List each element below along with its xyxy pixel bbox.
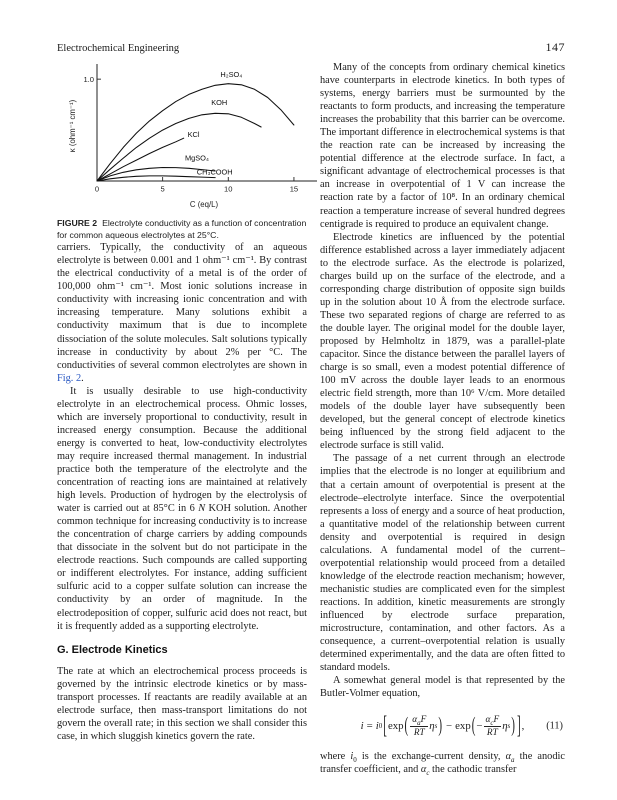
page-header: [57, 40, 565, 55]
overpotential-symbol: η: [502, 720, 508, 733]
running-title: Electrochemical Engineering: [57, 43, 180, 54]
fraction-cathodic: $\frac{\alpha_cF}{RT}$: [485, 714, 500, 738]
paragraph: [57, 385, 307, 633]
left-paren: (: [471, 714, 476, 738]
right-column: [320, 61, 565, 776]
fraction-anodic: $\frac{\alpha_aF}{RT}$: [412, 714, 427, 738]
exp-function: exp: [455, 720, 471, 733]
paragraph-text: KOH solution. Another common technique for increasing conductivity is to increase the concentration of charge carriers by adding compounds that dissociate in the solvent but do not participate in the electrode reactions. Such compounds are called supporting or indifferent electrolytes. For instance, adding sufficient sulfuric acid to a copper sulfate solution can increase the conductivity by an order of magnitude. In the electrodeposition of copper, sulfuric acid does not react, but it is frequently added as a supporting electrolyte.: [57, 503, 307, 632]
paragraph: [57, 241, 307, 385]
svg-text:C (eq/L): C (eq/L): [189, 200, 219, 209]
svg-text:KCl: KCl: [187, 130, 200, 140]
fig-2-link[interactable]: Fig. 2: [57, 372, 82, 384]
minus-sign: −: [446, 720, 453, 733]
paragraph: Electrode kinetics are influenced by the potential difference established across a layer immediately adjacent to the electrode surface. As the electrode is polarized, charges build up on the surface of the electrode, and a corresponding charge distribution of opposite sign builds up in the solution about 10 Å from the electrode surface. These two separated regions of charge are referred to as the double layer. The original model for the double layer, proposed by Helmholtz in 1879, was a parallel-plate capacitor. Since the distance between the parallel layers of charge is so small, even a modest potential difference of 100 mV across the double layer leads to an enormous electric field strength, more than 10⁶ V/cm. More detailed models of the double layer have subsequently been developed, but the general concept of electrode kinetics being influenced by the strong field adjacent to the electrode surface is still valid.: [320, 231, 565, 452]
exchange-current-symbol: i: [375, 720, 379, 733]
paragraph: Many of the concepts from ordinary chemical kinetics have counterparts in electrode kinetics. In both types of systems, energy barriers must be surmounted by the reactants to form products, and increasing the temperature increases the probability that this barrier can be overcome. The important difference in electrochemical systems is that the reaction rate can be increased by increasing the potential difference at the electrode surface. In fact, a significant advantage of electrochemical processes is that an increase in overpotential of 1 V can increase the reaction rate by a factor of 10⁸. In an ordinary chemical reaction a temperature increase of several hundred degrees centigrade is required to produce an equivalent change.: [320, 62, 565, 230]
equation-body: i = i 0 [ exp ( $\frac{\alpha_aF}{RT}$ η s ) − exp ( − $\frac{\alpha_cF}{RT}$ η s ) ] ,: [360, 712, 525, 741]
negative-sign: −: [476, 720, 483, 733]
left-column: [57, 61, 307, 776]
equation-number: (11): [546, 720, 563, 732]
svg-text:0: 0: [94, 184, 100, 194]
svg-text:15: 15: [289, 184, 299, 194]
paragraph-text: .: [81, 372, 84, 384]
exp-function: exp: [387, 720, 404, 733]
svg-text:5: 5: [160, 184, 165, 194]
page-number: 147: [545, 40, 565, 54]
overpotential-symbol: η: [429, 720, 435, 733]
svg-text:κ (ohm⁻¹ cm⁻¹): κ (ohm⁻¹ cm⁻¹): [68, 99, 77, 153]
normality-symbol: N: [198, 503, 206, 515]
paragraph: where $i_0$ is the exchange-current density, $\alpha_a$ the anodic transfer coefficient, and $\alpha_c$ the cathodic transfer: [320, 751, 565, 778]
svg-text:1.0: 1.0: [83, 74, 94, 84]
svg-text:H₂SO₄: H₂SO₄: [220, 70, 243, 80]
butler-volmer-equation: [320, 709, 565, 743]
svg-text:10: 10: [224, 184, 233, 194]
section-heading-electrode-kinetics: G. Electrode Kinetics: [57, 643, 168, 656]
equals-sign: =: [366, 720, 373, 733]
paragraph-text: carriers. Typically, the conductivity of an aqueous electrolyte is between 0.001 and 1 ohm⁻¹ cm⁻¹. By contrast the electrical conductivity of a metal is of the order of 100,000 ohm⁻¹ cm⁻¹. Most ionic solutions increase in conductivity with increasing ionic concentration and with increasing temperature. Many solutions exhibit a conductivity maximum that is due to incomplete dissociation of the solute molecules. Salt solutions typically increase in conductivity by about 2% per °C. The conductivities of several common electrolytes are shown in: [57, 242, 307, 371]
right-paren: ): [438, 714, 443, 738]
paragraph: A somewhat general model is that represented by the Butler-Volmer equation,: [320, 675, 565, 700]
current-density-symbol: i: [360, 720, 364, 733]
svg-text:KOH: KOH: [211, 98, 228, 108]
left-paren: (: [404, 714, 409, 738]
right-bracket: ]: [516, 712, 521, 741]
left-bracket: [: [383, 712, 387, 741]
svg-text:CH₃COOH: CH₃COOH: [196, 167, 233, 177]
right-paren: ): [511, 714, 515, 738]
paragraph: The rate at which an electrochemical process proceeds is governed by the intrinsic electrode kinetics or by mass-transport processes. If reactants are readily available at an electrode surface, then mass-transport limitations do not govern the overall rate; in this section we shall consider this case, in which sluggish kinetics govern the rate.: [57, 665, 307, 742]
two-column-layout: [57, 61, 589, 776]
figure-caption-text: Electrolyte conductivity as a function of concentration for common aqueous electrolytes at 25°C.: [57, 218, 307, 240]
figure-caption-label: FIGURE 2: [57, 218, 98, 228]
svg-text:MgSO₄: MgSO₄: [184, 153, 209, 163]
figure-2-chart: [67, 61, 319, 211]
paragraph-text: It is usually desirable to use high-conductivity electrolyte in an electrochemical process. Ohmic losses, which are inversely proportional to conductivity, result in increased energy consumption. Because the additional energy is converted to heat, low-conductivity electrolytes may require increased thermal management. In industrial practice both the temperature of the electrolyte and the concentration of reacting ions are maintained at relatively high levels. Production of hydrogen by the electrolysis of water is carried out at 85°C in 6: [57, 385, 307, 515]
figure-2-caption: [57, 218, 307, 241]
figure-2: [57, 61, 307, 241]
paragraph: The passage of a net current through an electrode implies that the electrode is no longer at equilibrium and that a certain amount of overpotential is present at the electrode–electrolyte interface. Since the overpotential represents a loss of energy and a source of heat production, a quantitative model of the relationship between current density and overpotential is required in design calculations. A fundamental model of the current–overpotential relationship would proceed from a detailed knowledge of the electrode reaction mechanism; however, mechanistic studies are complicated even for the simplest reactions. In addition, kinetic measurements are strongly influenced by electrode surface preparation, microstructure, contamination, and other factors. As a consequence, a current–overpotential relation is usually determined experimentally, and the data are often fitted to standard models.: [320, 453, 565, 674]
